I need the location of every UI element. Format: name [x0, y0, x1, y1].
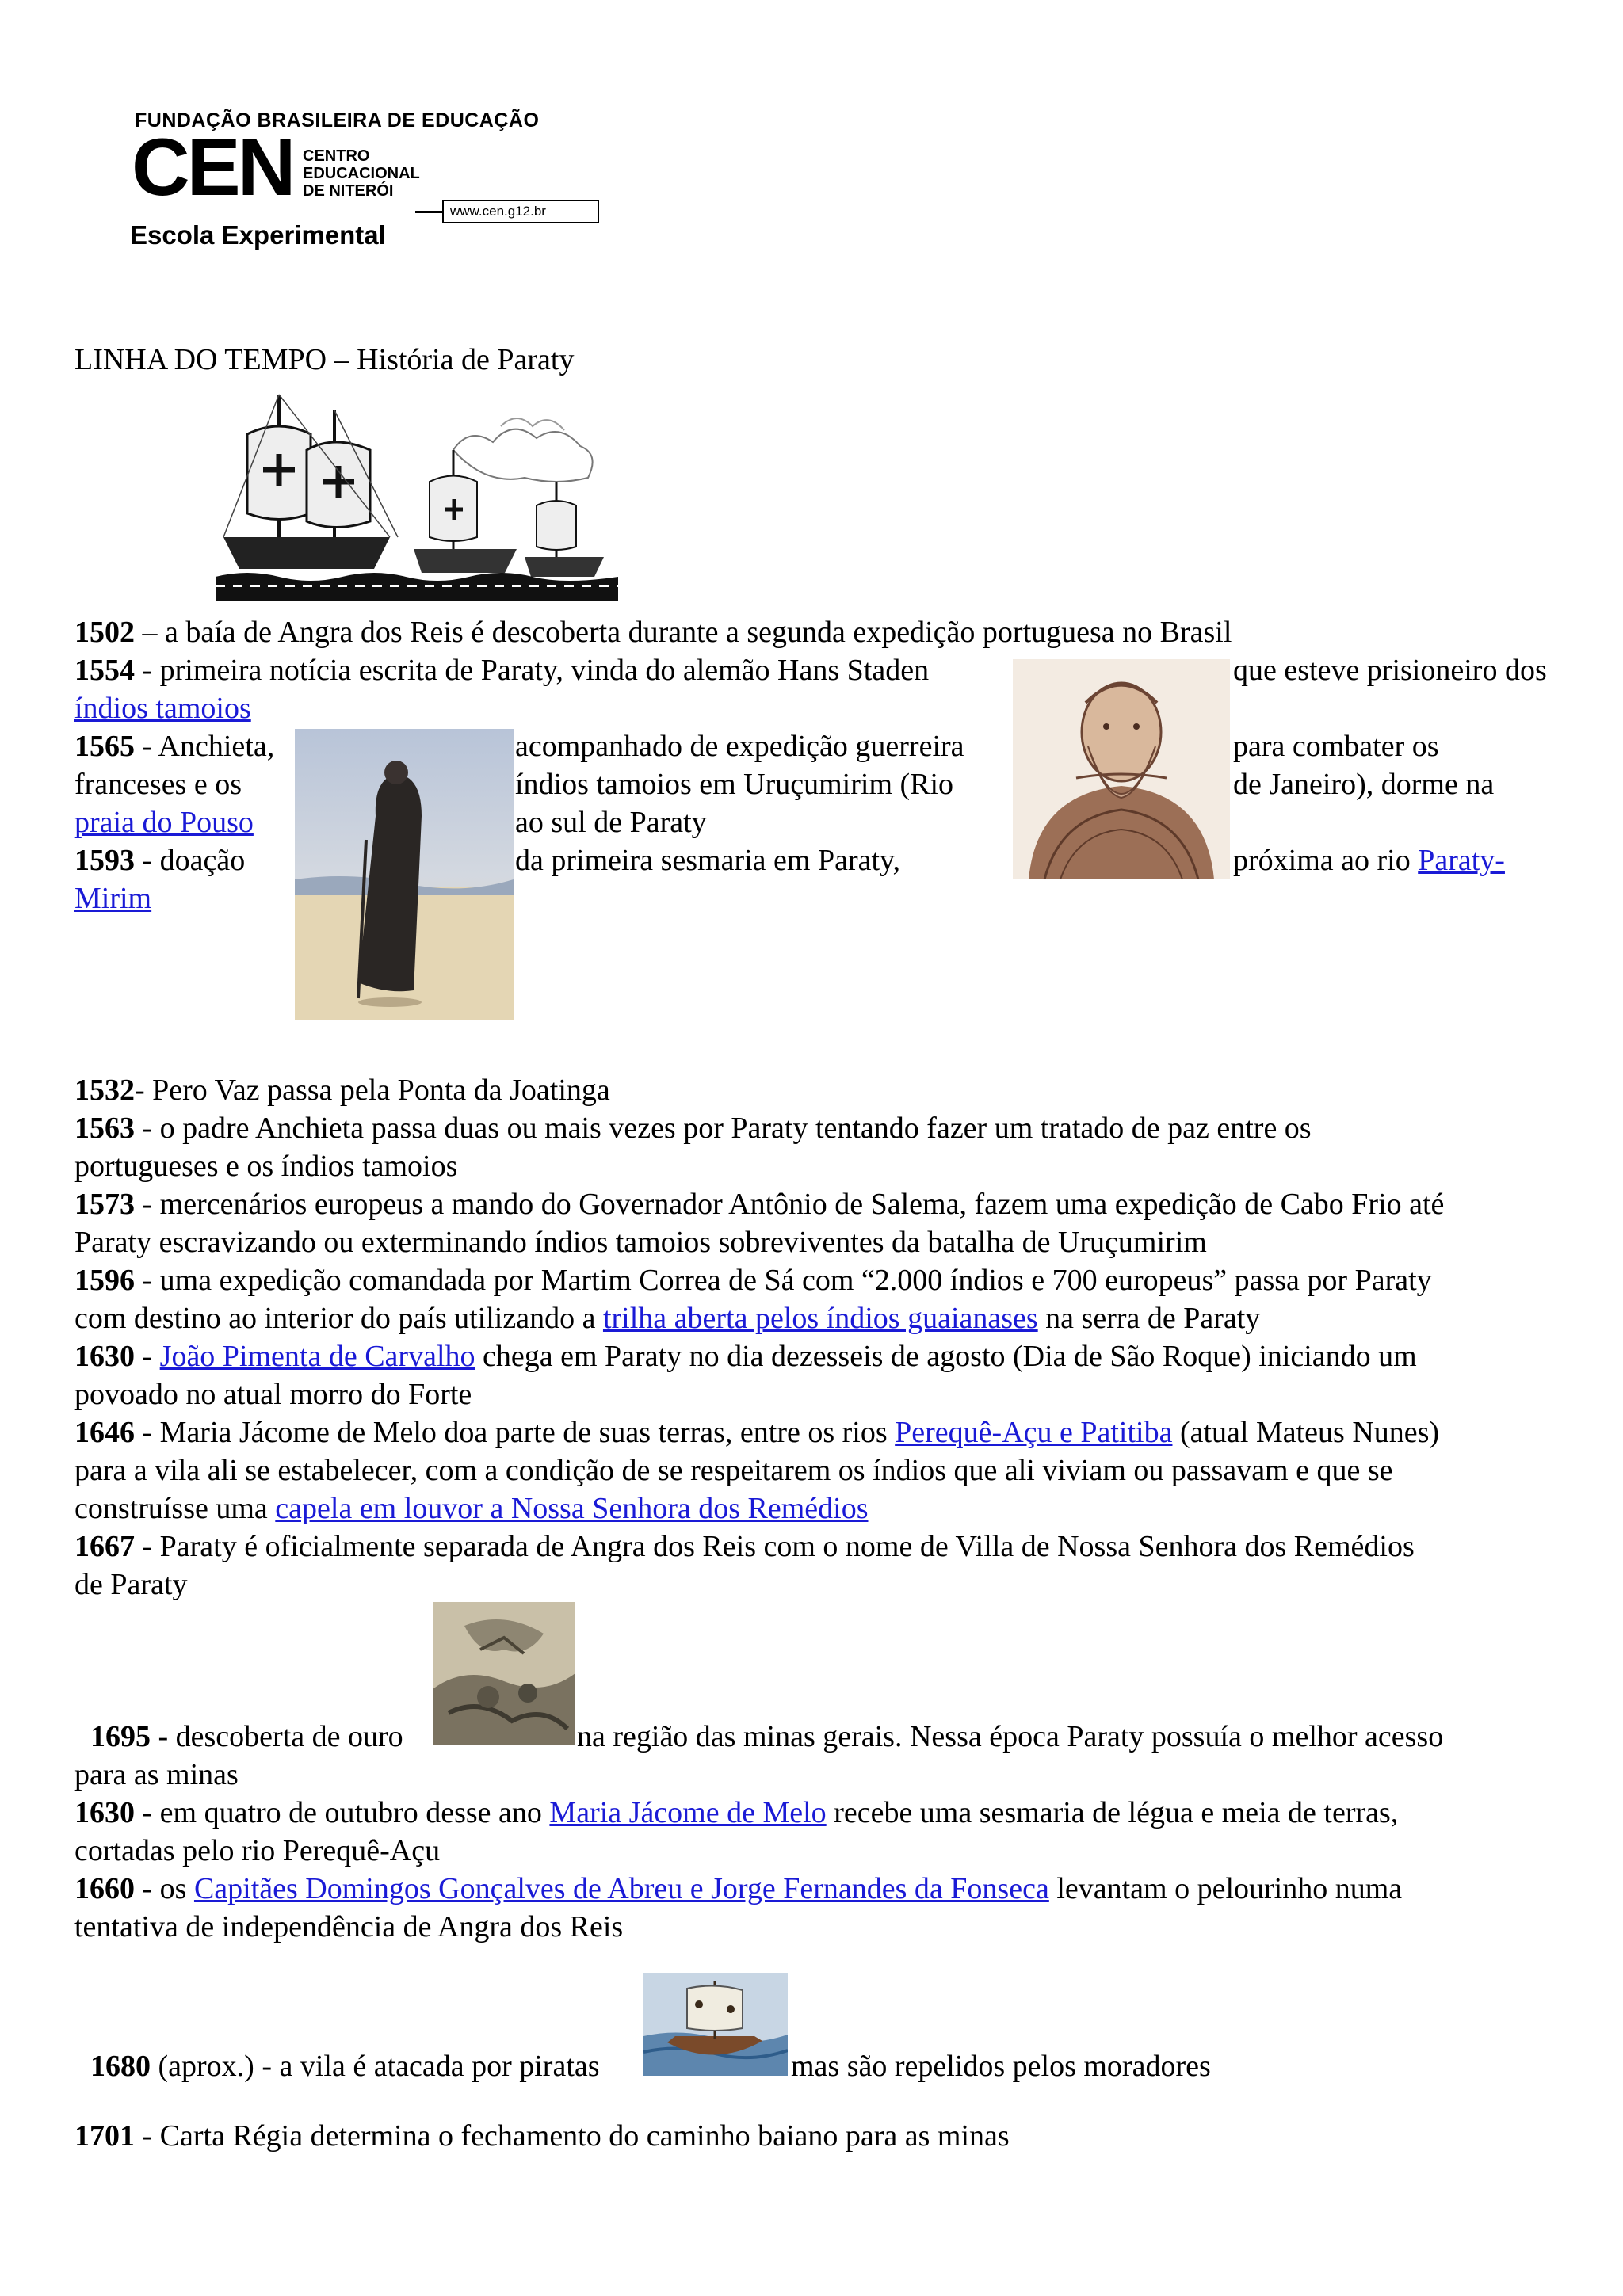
entry-text: - Pero Vaz passa pela Ponta da Joatinga — [135, 1074, 610, 1107]
entry-text: (atual Mateus Nunes) — [1172, 1416, 1440, 1449]
entry-1565-col3-b: de Janeiro), dorme na — [1233, 768, 1495, 801]
anchieta-painting — [295, 729, 514, 1020]
paraty-mirim-link-cont[interactable]: Mirim — [74, 882, 152, 915]
year-label: 1502 — [74, 616, 135, 649]
year-label: 1554 — [74, 654, 135, 687]
entry-1554-cont: que esteve prisioneiro dos — [1233, 654, 1547, 687]
entry-text: - mercenários europeus a mando do Governador Antônio de Salema, fazem uma expedição de Cabo Frio até — [135, 1188, 1445, 1221]
entry-text: com destino ao interior do país utilizando a — [74, 1302, 603, 1335]
logo-foundation: FUNDAÇÃO BRASILEIRA DE EDUCAÇÃO — [135, 109, 540, 132]
indios-tamoios-link[interactable]: índios tamoios — [74, 692, 251, 725]
entry-1532 — [74, 1071, 610, 1109]
year-label: 1646 — [74, 1416, 135, 1449]
logo-center-line2: EDUCACIONAL — [303, 165, 420, 182]
year-label: 1532 — [74, 1074, 135, 1107]
year-label: 1695 — [90, 1720, 151, 1753]
paraty-mirim-link[interactable]: Paraty- — [1418, 844, 1505, 877]
entry-1573 — [74, 1185, 1444, 1223]
capela-remedios-link[interactable]: capela em louvor a Nossa Senhora dos Remédios — [275, 1492, 869, 1525]
entry-1593 — [74, 841, 245, 879]
entry-1565-col2-a: acompanhado de expedição guerreira — [515, 730, 964, 763]
entry-text: levantam o pelourinho numa — [1048, 1872, 1403, 1905]
entry-1630-pimenta — [74, 1337, 1417, 1375]
pirate-ship-painting — [643, 1973, 788, 2076]
entry-1563-line2: portugueses e os índios tamoios — [74, 1150, 458, 1183]
entry-1593-line2 — [74, 879, 151, 917]
year-label: 1596 — [74, 1264, 135, 1297]
entry-1573-line2: Paraty escravizando ou exterminando índios tamoios sobreviventes da batalha de Uruçumirim — [74, 1226, 1207, 1259]
entry-1701 — [74, 2117, 1010, 2155]
logo-divider — [415, 211, 444, 213]
entry-text: (aprox.) - a vila é atacada por piratas — [151, 2050, 600, 2083]
logo — [127, 109, 618, 268]
praia-do-pouso-link[interactable]: praia do Pouso — [74, 806, 254, 839]
entry-text: na serra de Paraty — [1037, 1302, 1261, 1335]
entry-1630-sesmaria-line2: cortadas pelo rio Perequê-Açu — [74, 1834, 441, 1867]
year-label: 1667 — [74, 1530, 135, 1563]
entry-text: - descoberta de ouro — [151, 1720, 403, 1753]
year-label: 1573 — [74, 1188, 135, 1221]
entry-1667-line2: de Paraty — [74, 1568, 188, 1601]
entry-1596-line2 — [74, 1299, 1260, 1337]
logo-center-line3: DE NITERÓI — [303, 182, 394, 200]
entry-1565-line3 — [74, 803, 254, 841]
year-label: 1630 — [74, 1796, 135, 1829]
logo-school: Escola Experimental — [130, 220, 386, 250]
year-label: 1660 — [74, 1872, 135, 1905]
gold-discovery-painting — [433, 1602, 575, 1745]
logo-url: www.cen.g12.br — [442, 200, 599, 223]
entry-text: - o padre Anchieta passa duas ou mais vezes por Paraty tentando fazer um tratado de paz entre os — [135, 1112, 1312, 1145]
entry-1596 — [74, 1261, 1432, 1299]
entry-text: – a baía de Angra dos Reis é descoberta durante a segunda expedição portuguesa no Brasil — [135, 616, 1232, 649]
entry-1593-col2: da primeira sesmaria em Paraty, — [515, 844, 901, 877]
entry-text: - os — [135, 1872, 194, 1905]
entry-text: - Carta Régia determina o fechamento do caminho baiano para as minas — [135, 2119, 1010, 2153]
logo-letters: CEN — [132, 122, 293, 212]
caravels-illustration — [216, 379, 618, 601]
entry-1565-col2-b: índios tamoios em Uruçumirim (Rio — [515, 768, 954, 801]
entry-text: - — [135, 1340, 160, 1373]
trilha-guaianases-link[interactable]: trilha aberta pelos índios guaianases — [602, 1302, 1038, 1335]
entry-1695-line2: para as minas — [74, 1758, 239, 1791]
joao-pimenta-link[interactable]: João Pimenta de Carvalho — [159, 1340, 475, 1373]
entry-1630-sesmaria — [74, 1794, 1398, 1832]
entry-text: - em quatro de outubro desse ano — [135, 1796, 550, 1829]
entry-1565-col1-b: franceses e os — [74, 768, 242, 801]
entry-1554 — [74, 651, 929, 689]
entry-1502 — [74, 613, 1232, 651]
entry-1680 — [90, 2047, 600, 2085]
hans-staden-portrait — [1013, 659, 1230, 879]
capitaes-link[interactable]: Capitães Domingos Gonçalves de Abreu e Jorge Fernandes da Fonseca — [193, 1872, 1049, 1905]
entry-text: - doação — [135, 844, 246, 877]
year-label: 1701 — [74, 2119, 135, 2153]
entry-1630-pimenta-line2: povoado no atual morro do Forte — [74, 1378, 472, 1411]
entry-text: recebe uma sesmaria de légua e meia de terras, — [826, 1796, 1399, 1829]
page-title: LINHA DO TEMPO – História de Paraty — [74, 343, 575, 376]
pereque-patitiba-link[interactable]: Perequê-Açu e Patitiba — [895, 1416, 1173, 1449]
entry-1695 — [90, 1718, 403, 1756]
entry-1565-col2-c: ao sul de Paraty — [515, 806, 707, 839]
entry-text: - Maria Jácome de Melo doa parte de suas terras, entre os rios — [135, 1416, 896, 1449]
maria-jacome-link[interactable]: Maria Jácome de Melo — [549, 1796, 827, 1829]
entry-1646 — [74, 1413, 1439, 1451]
year-label: 1563 — [74, 1112, 135, 1145]
year-label: 1680 — [90, 2050, 151, 2083]
entry-text: - Anchieta, — [135, 730, 275, 763]
entry-1667 — [74, 1527, 1415, 1566]
year-label: 1565 — [74, 730, 135, 763]
entry-1565 — [74, 727, 274, 765]
entry-1565-col3-a: para combater os — [1233, 730, 1439, 763]
entry-text: - uma expedição comandada por Martim Correa de Sá com “2.000 índios e 700 europeus” passa por Paraty — [135, 1264, 1432, 1297]
entry-1646-line3 — [74, 1489, 869, 1527]
year-label: 1630 — [74, 1340, 135, 1373]
entry-1695-cont: na região das minas gerais. Nessa época Paraty possuía o melhor acesso — [577, 1720, 1444, 1753]
entry-1554-line2 — [74, 689, 251, 727]
entry-1660 — [74, 1870, 1402, 1908]
entry-1660-line2: tentativa de independência de Angra dos Reis — [74, 1910, 624, 1943]
entry-1646-line2: para a vila ali se estabelecer, com a condição de se respeitarem os índios que ali viviam ou passavam e que se — [74, 1454, 1393, 1487]
logo-center-line1: CENTRO — [303, 147, 370, 165]
year-label: 1593 — [74, 844, 135, 877]
entry-1593-col3 — [1233, 841, 1505, 879]
entry-text: próxima ao rio — [1233, 844, 1419, 877]
entry-text: - Paraty é oficialmente separada de Angra dos Reis com o nome de Villa de Nossa Senhora dos Remédios — [135, 1530, 1415, 1563]
entry-text: chega em Paraty no dia dezesseis de agosto (Dia de São Roque) iniciando um — [475, 1340, 1417, 1373]
entry-1680-cont: mas são repelidos pelos moradores — [791, 2050, 1211, 2083]
entry-text: construísse uma — [74, 1492, 276, 1525]
entry-1563 — [74, 1109, 1312, 1147]
entry-text: - primeira notícia escrita de Paraty, vinda do alemão Hans Staden — [135, 654, 930, 687]
